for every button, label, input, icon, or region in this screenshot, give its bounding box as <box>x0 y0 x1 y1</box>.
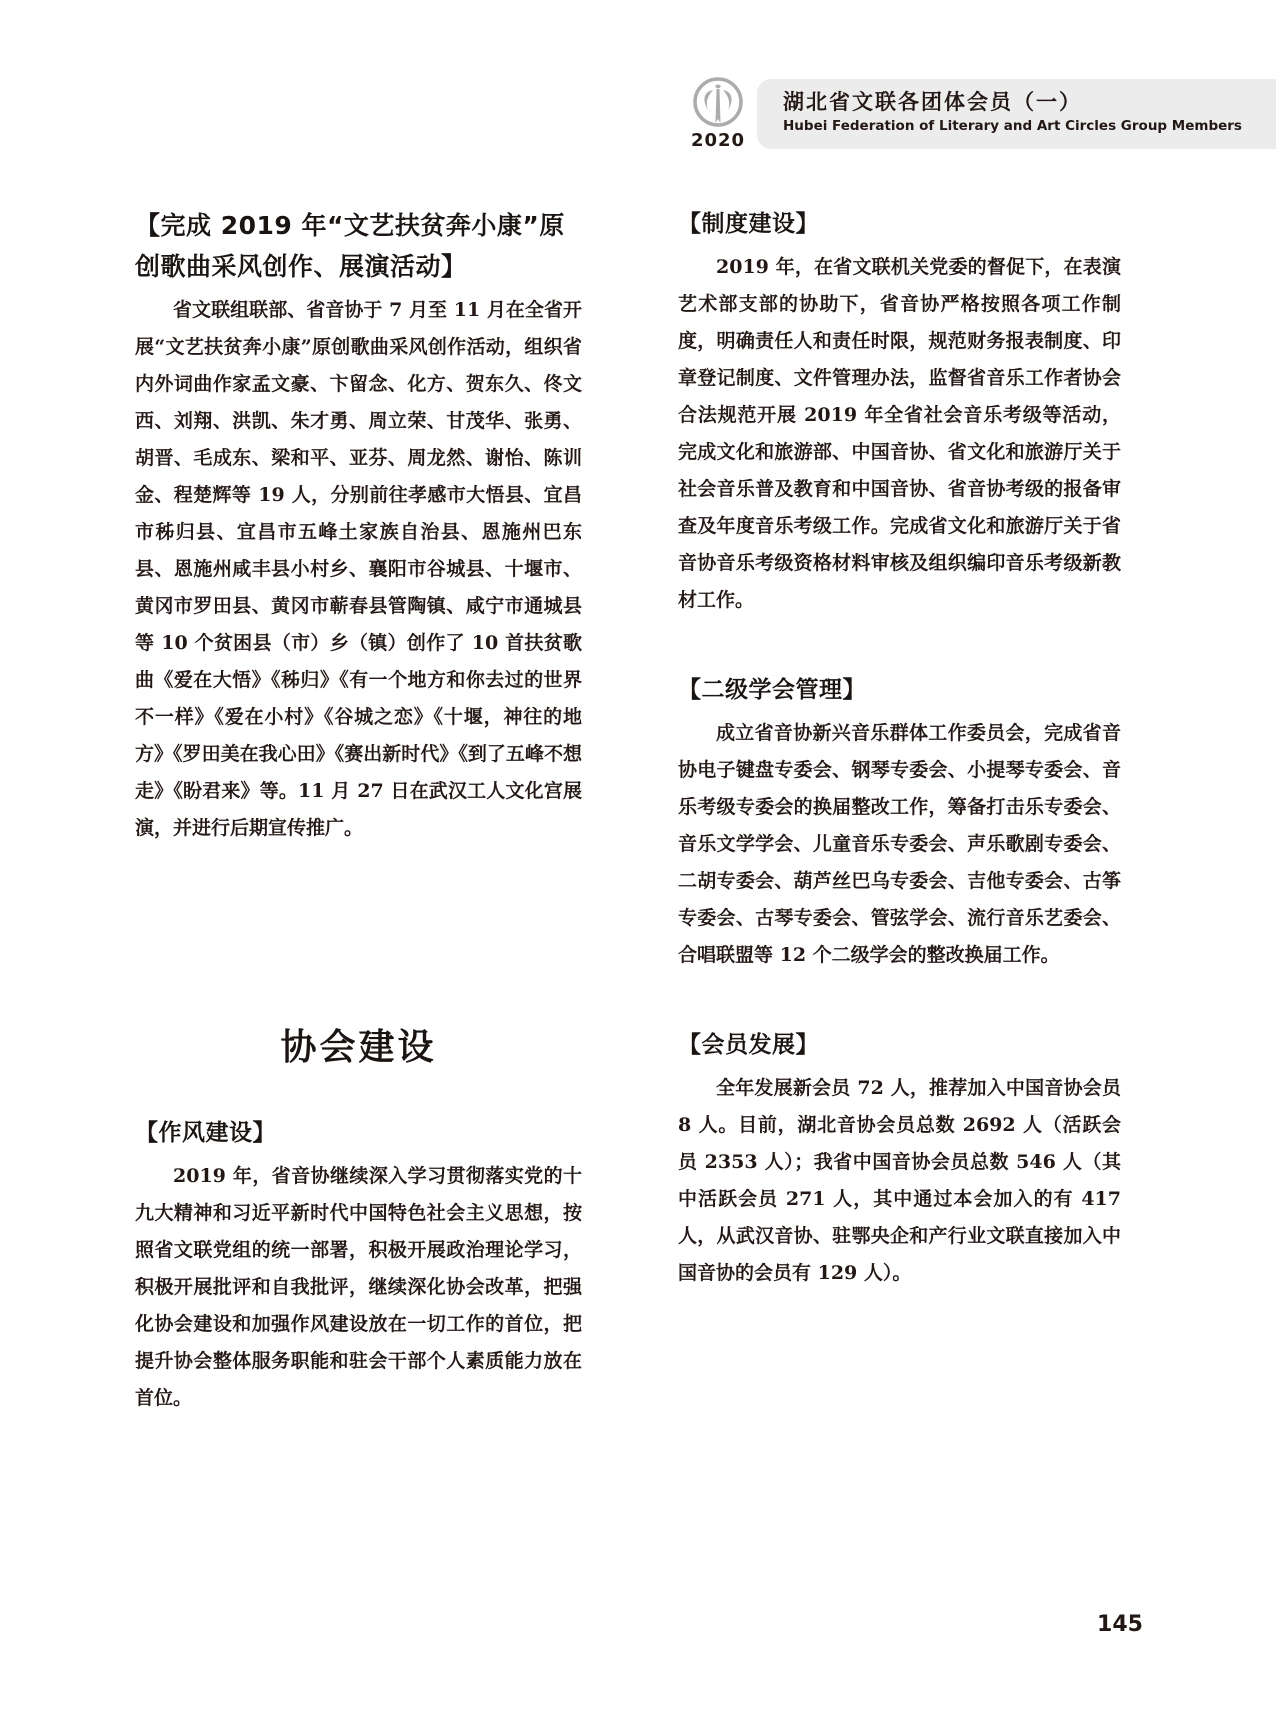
header-title-zh: 湖北省文联各团体会员（一） <box>783 90 1082 114</box>
paragraph-work-style: 2019 年，省音协继续深入学习贯彻落实党的十九大精神和习近平新时代中国特色社会主义思想，按照省文联党组的统一部署，积极开展政治理论学习，积极开展批评和自我批评，继续深化协会改革，把强化协会建设和加强作风建设放在一切工作的首位，把提升协会整体服务职能和驻会干部个人素质能力放在首位。 <box>135 1165 582 1409</box>
chapter-title-association-building: 协会建设 <box>280 1027 437 1068</box>
logo-block <box>678 76 758 151</box>
header-title-en: Hubei Federation of Literary and Art Circles Group Members <box>783 118 1242 134</box>
section-heading-song-activity: 【完成 2019 年“文艺扶贫奔小康”原创歌曲采风创作、展演活动】 <box>135 211 565 281</box>
page-number: 145 <box>1097 1612 1143 1637</box>
paragraph-secondary-societies: 成立省音协新兴音乐群体工作委员会，完成省音协电子键盘专委会、钢琴专委会、小提琴专委会、音乐考级专委会的换届整改工作，筹备打击乐专委会、音乐文学学会、儿童音乐专委会、声乐歌剧专委会、二胡专委会、葫芦丝巴乌专委会、吉他专委会、古筝专委会、古琴专委会、管弦学会、流行音乐艺委会、合唱联盟等 12 个二级学会的整改换届工作。 <box>678 722 1121 966</box>
header-bar <box>757 79 1276 149</box>
left-column <box>135 205 582 1417</box>
federation-logo-icon <box>692 76 744 128</box>
paragraph-song-activity: 省文联组联部、省音协于 7 月至 11 月在全省开展“文艺扶贫奔小康”原创歌曲采风创作活动，组织省内外词曲作家孟文豪、卞留念、化方、贺东久、佟文西、刘翔、洪凯、朱才勇、周立荣、甘茂华、张勇、胡晋、毛成东、梁和平、亚芬、周龙然、谢怡、陈训金、程楚辉等 19 人，分别前往孝感市大悟县、宜昌市秭归县、宜昌市五峰土家族自治县、恩施州巴东县、恩施州咸丰县小村乡、襄阳市谷城县、十堰市、黄冈市罗田县、黄冈市蕲春县管陶镇、咸宁市通城县等 10 个贫困县（市）乡（镇）创作了 10 首扶贫歌曲《爱在大悟》《秭归》《有一个地方和你去过的世界不一样》《爱在小村》《谷城之恋》《十堰，神往的地方》《罗田美在我心田》《赛出新时代》《到了五峰不想走》《盼君来》等。11 月 27 日在武汉工人文化宫展演，并进行后期宣传推广。 <box>135 299 582 839</box>
section-heading-system-building: 【制度建设】 <box>678 211 819 237</box>
paragraph-system-building: 2019 年，在省文联机关党委的督促下，在表演艺术部支部的协助下，省音协严格按照各项工作制度，明确责任人和责任时限，规范财务报表制度、印章登记制度、文件管理办法，监督省音乐工作者协会合法规范开展 2019 年全省社会音乐考级等活动，完成文化和旅游部、中国音协、省文化和旅游厅关于社会音乐普及教育和中国音协、省音协考级的报备审查及年度音乐考级工作。完成省文化和旅游厅关于省音协音乐考级资格材料审核及组织编印音乐考级新教材工作。 <box>678 256 1121 611</box>
logo-year: 2020 <box>690 130 746 151</box>
section-heading-membership: 【会员发展】 <box>678 1032 819 1058</box>
paragraph-membership: 全年发展新会员 72 人，推荐加入中国音协会员 8 人。目前，湖北音协会员总数 2692 人（活跃会员 2353 人）；我省中国音协会员总数 546 人（其中活跃会员 271 人，其中通过本会加入的有 417 人，从武汉音协、驻鄂央企和产行业文联直接加入中国音协的会员有 129 人）。 <box>678 1077 1121 1284</box>
section-heading-secondary-societies: 【二级学会管理】 <box>678 677 866 703</box>
section-heading-work-style: 【作风建设】 <box>135 1120 276 1146</box>
right-column <box>678 207 1121 1346</box>
